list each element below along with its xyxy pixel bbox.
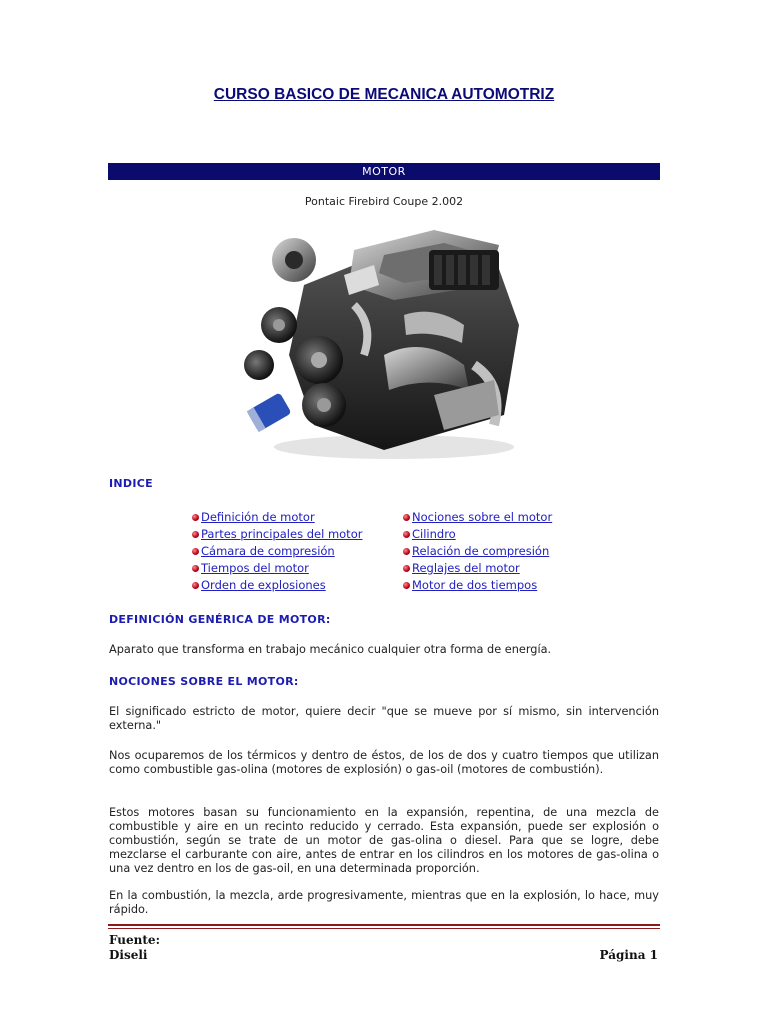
bullet-icon <box>403 548 410 555</box>
footer-source-label: Fuente: <box>109 933 160 947</box>
index-list-left <box>192 509 362 594</box>
index-link-relacion[interactable]: Relación de compresión <box>412 544 550 558</box>
index-item[interactable] <box>403 577 552 594</box>
index-item[interactable] <box>403 526 552 543</box>
paragraph-3: Estos motores basan su funcionamiento en la expansión, repentina, de una mezcla de combustible y aire en un recinto reducido y cerrado. Esta expansión, puede ser explosión o combustión, según se trate de un motor de gas-olina o diesel. Para que se logre, debe mezclarse el carburante con aire, antes de entrar en los cilindros en los motores de gas-olina o una vez dentro en los de gas-oil, en una determinada proporción. <box>109 806 659 875</box>
bullet-icon <box>192 565 199 572</box>
paragraph-4: En la combustión, la mezcla, arde progresivamente, mientras que en la explosión, lo hace, muy rápido. <box>109 889 659 916</box>
index-link-tiempos[interactable]: Tiempos del motor <box>201 561 309 575</box>
bullet-icon <box>192 548 199 555</box>
page-number: Página 1 <box>599 948 658 962</box>
definition-text: Aparato que transforma en trabajo mecánico cualquier otra forma de energía. <box>109 643 552 656</box>
engine-image <box>234 215 534 465</box>
bullet-icon <box>403 565 410 572</box>
index-link-nociones[interactable]: Nociones sobre el motor <box>412 510 553 524</box>
image-caption: Pontaic Firebird Coupe 2.002 <box>304 195 464 208</box>
notions-heading: NOCIONES SOBRE EL MOTOR: <box>109 675 299 688</box>
paragraph-2: Nos ocuparemos de los térmicos y dentro de éstos, de los de dos y cuatro tiempos que utilizan como combustible gas-olina (motores de explosión) o gas-oil (motores de combustión). <box>109 749 659 776</box>
document-title: CURSO BASICO DE MECANICA AUTOMOTRIZ <box>213 86 555 103</box>
section-bar-motor: MOTOR <box>108 163 660 180</box>
index-list-right <box>403 509 552 594</box>
index-link-orden[interactable]: Orden de explosiones <box>201 578 326 592</box>
bullet-icon <box>403 531 410 538</box>
index-item[interactable] <box>403 560 552 577</box>
index-item[interactable] <box>192 509 362 526</box>
index-heading: INDICE <box>109 477 153 490</box>
footer-source-value: Diseli <box>109 948 148 962</box>
footer-divider <box>108 924 660 926</box>
bullet-icon <box>192 582 199 589</box>
index-link-camara[interactable]: Cámara de compresión <box>201 544 335 558</box>
index-link-definicion[interactable]: Definición de motor <box>201 510 315 524</box>
bullet-icon <box>403 582 410 589</box>
index-item[interactable] <box>192 560 362 577</box>
definition-heading: DEFINICIÓN GENÉRICA DE MOTOR: <box>109 613 331 626</box>
bullet-icon <box>192 531 199 538</box>
index-link-partes[interactable]: Partes principales del motor <box>201 527 363 541</box>
index-item[interactable] <box>403 543 552 560</box>
index-link-dos-tiempos[interactable]: Motor de dos tiempos <box>412 578 538 592</box>
index-item[interactable] <box>192 577 362 594</box>
index-item[interactable] <box>192 543 362 560</box>
bullet-icon <box>403 514 410 521</box>
index-item[interactable] <box>192 526 362 543</box>
index-link-reglajes[interactable]: Reglajes del motor <box>412 561 520 575</box>
index-link-cilindro[interactable]: Cilindro <box>412 527 456 541</box>
index-item[interactable] <box>403 509 552 526</box>
paragraph-1: El significado estricto de motor, quiere decir "que se mueve por sí mismo, sin intervención externa." <box>109 705 659 732</box>
footer-divider-thin <box>108 928 660 929</box>
bullet-icon <box>192 514 199 521</box>
